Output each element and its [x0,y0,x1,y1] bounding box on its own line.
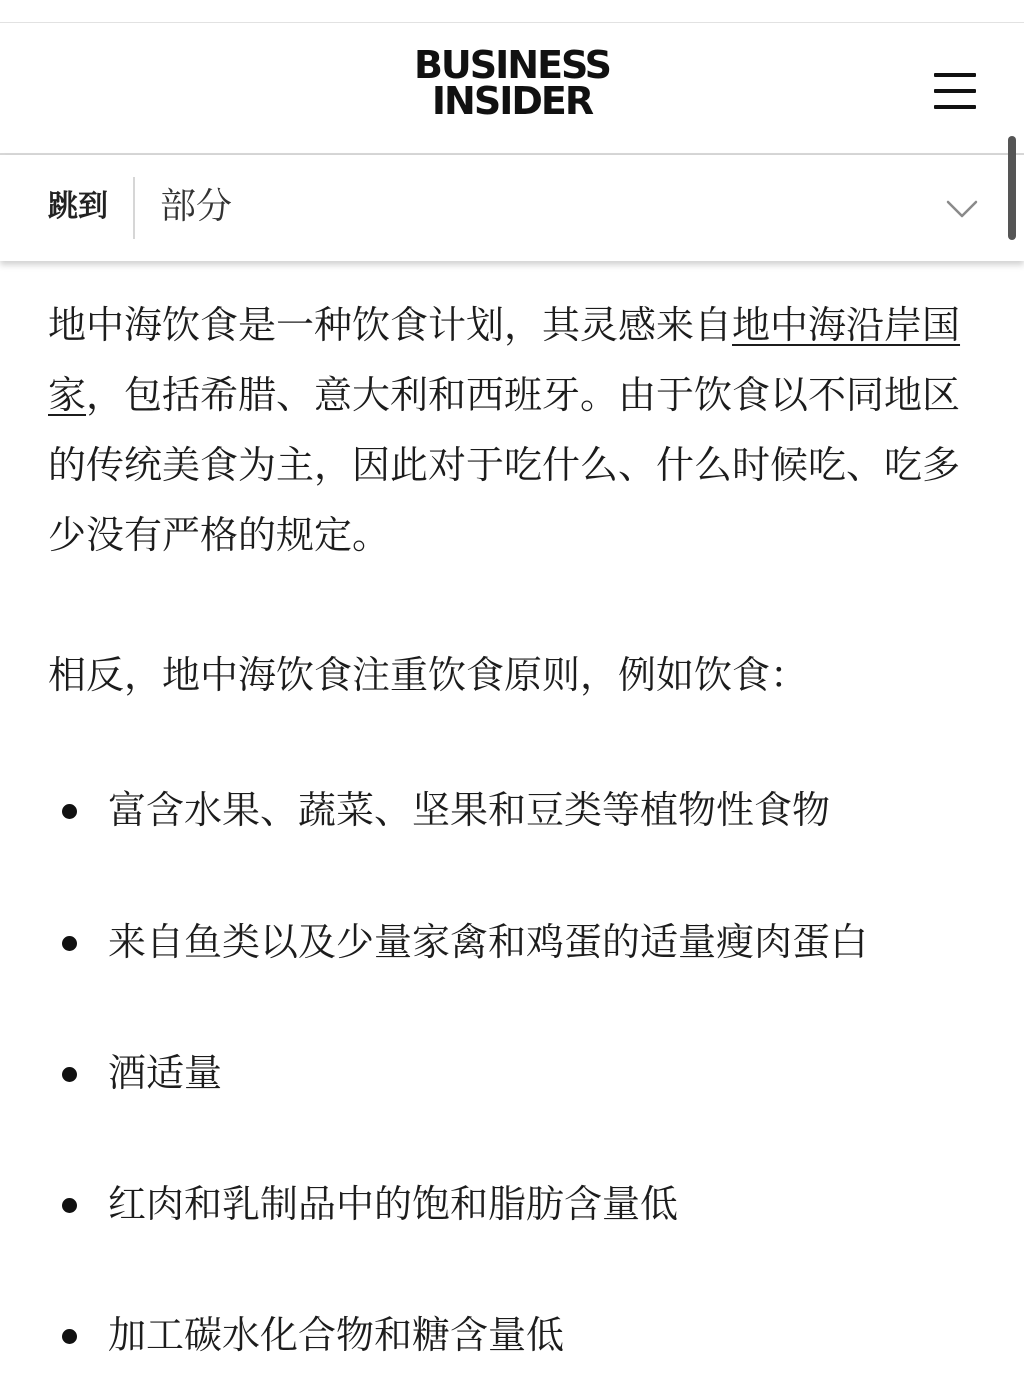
menu-bar-middle [934,89,976,93]
article-body [48,290,968,1357]
list-item [60,1305,960,1365]
list-item [60,912,960,972]
mediterranean-countries-link[interactable]: 地中海沿岸国家 [48,303,961,417]
top-strip [0,0,1024,23]
menu-bar-bottom [934,105,976,109]
bullet-dot [62,804,77,819]
list-item [60,1174,960,1234]
jump-to-label: 跳到 [48,189,108,224]
intro-paragraph [48,290,968,570]
list-item [60,780,960,840]
list-item [60,1043,960,1103]
menu-bar-top [934,73,976,77]
intro-text-after: ，包括希腊、意大利和西班牙。由于饮食以不同地区的传统美食为主，因此对于吃什么、什么时候吃、吃多少没有严格的规定。 [48,373,961,557]
site-header [0,23,1024,155]
list-item-text: 来自鱼类以及少量家禽和鸡蛋的适量瘦肉蛋白 [108,920,869,964]
jump-to-section-dropdown[interactable] [0,155,1024,261]
section-select-value[interactable]: 部分 [160,186,233,227]
list-item-text: 红肉和乳制品中的饱和脂肪含量低 [108,1182,679,1226]
bullet-dot [62,1329,77,1344]
list-item-text: 加工碳水化合物和糖含量低 [108,1313,565,1357]
intro-text-before: 地中海饮食是一种饮食计划，其灵感来自 [48,303,733,347]
business-insider-logo[interactable] [0,43,1024,123]
bullet-dot [62,936,77,951]
list-item-text: 酒适量 [108,1051,223,1095]
logo-line-1: BUSINESS [413,43,611,87]
chevron-down-icon[interactable] [944,193,980,223]
bullet-dot [62,1067,77,1082]
bullet-dot [62,1198,77,1213]
list-item-text: 富含水果、蔬菜、坚果和豆类等植物性食物 [108,788,831,832]
principles-paragraph: 相反，地中海饮食注重饮食原则，例如饮食： [48,653,809,697]
logo-line-2: INSIDER [431,79,593,123]
scrollbar-thumb[interactable] [1008,136,1016,240]
jump-bar-divider [133,177,135,239]
hamburger-menu-icon[interactable] [928,71,982,113]
